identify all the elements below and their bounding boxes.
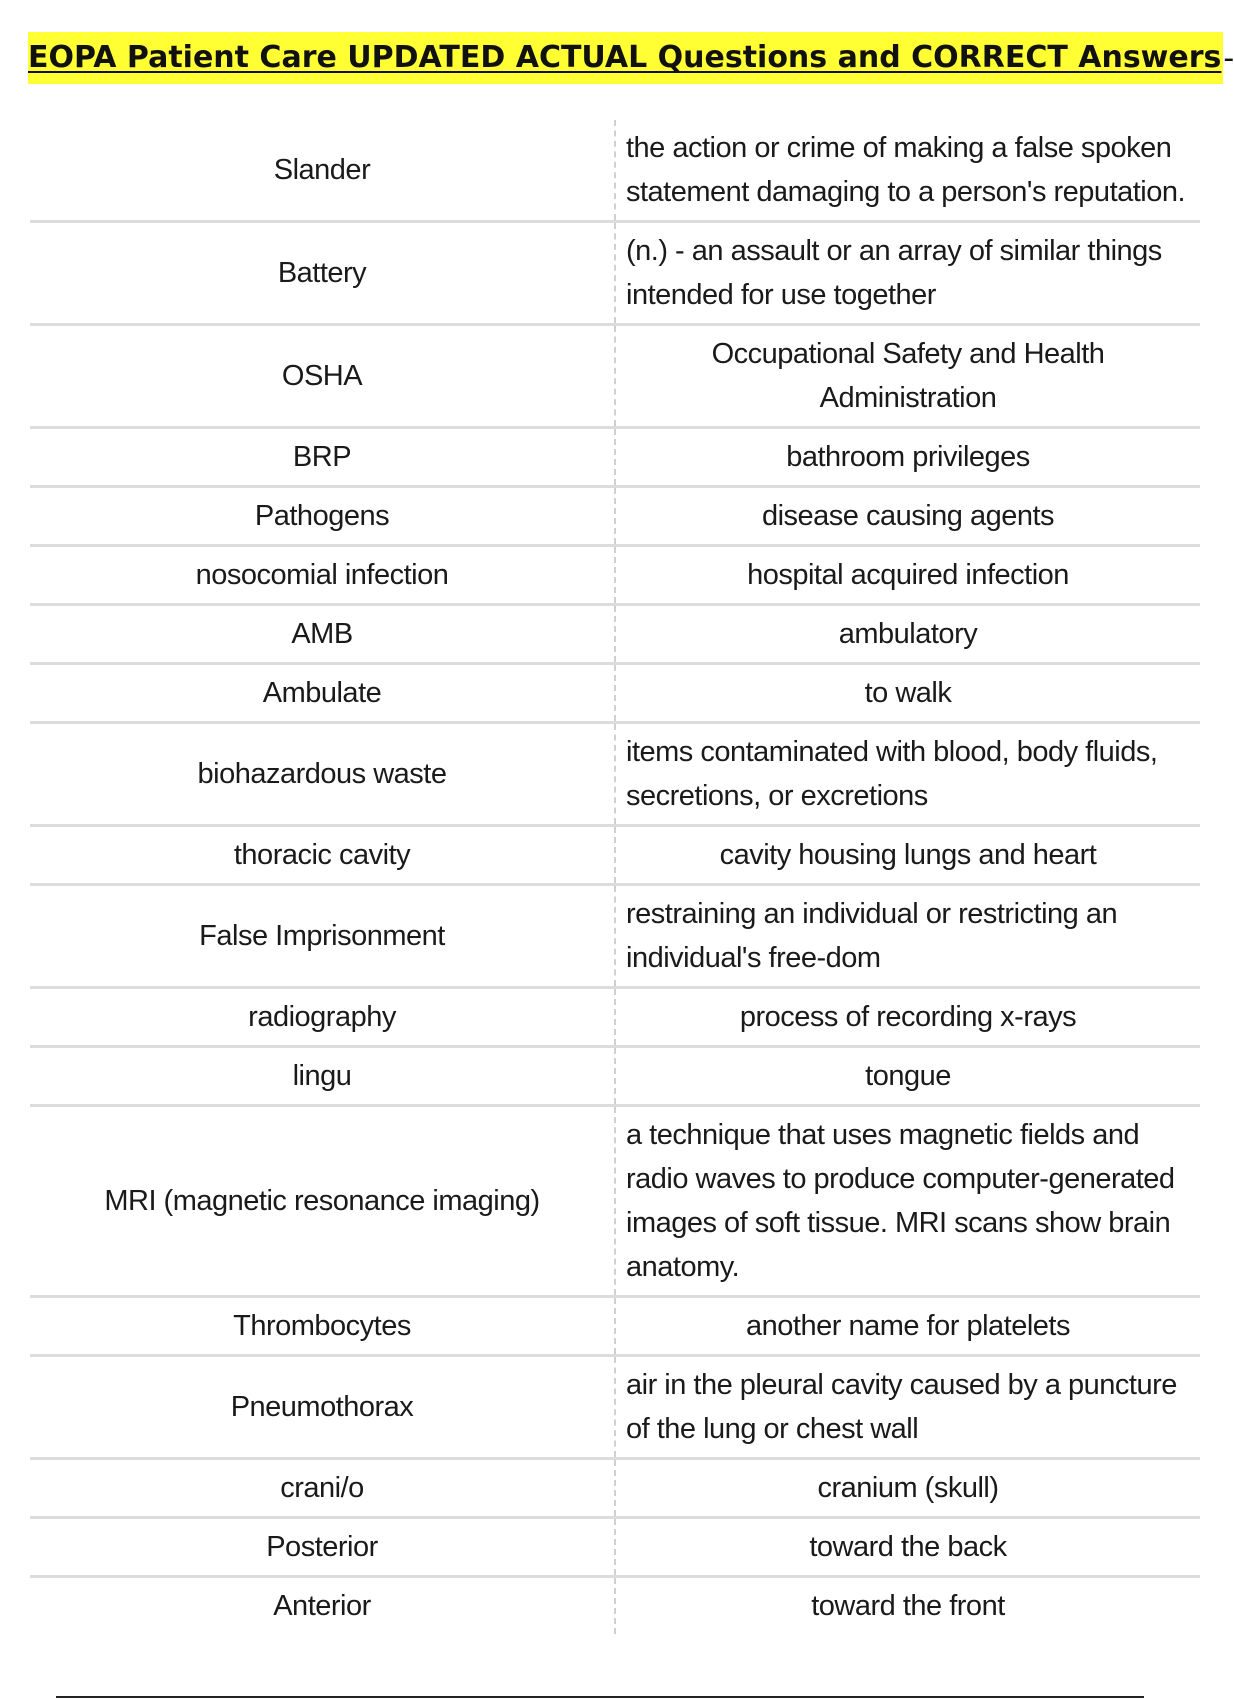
definition-cell: tongue — [615, 1047, 1200, 1106]
table-row — [30, 1297, 1200, 1356]
table-row — [30, 222, 1200, 325]
table-row — [30, 723, 1200, 826]
table-row — [30, 487, 1200, 546]
table-row — [30, 826, 1200, 885]
definition-cell: the action or crime of making a false spoken statement damaging to a person's reputation. — [615, 120, 1200, 222]
definition-cell: a technique that uses magnetic fields and radio waves to produce computer-generated images of soft tissue. MRI scans show brain anatomy. — [615, 1106, 1200, 1297]
definition-cell: items contaminated with blood, body fluids, secretions, or excretions — [615, 723, 1200, 826]
term-cell: Pneumothorax — [30, 1356, 615, 1459]
table-row — [30, 1106, 1200, 1297]
term-cell: Slander — [30, 120, 615, 222]
table-row — [30, 605, 1200, 664]
table-row — [30, 1518, 1200, 1577]
table-row — [30, 428, 1200, 487]
definition-cell: cranium (skull) — [615, 1459, 1200, 1518]
table-row — [30, 1459, 1200, 1518]
table-row — [30, 325, 1200, 428]
term-cell: crani/o — [30, 1459, 615, 1518]
term-cell: nosocomial infection — [30, 546, 615, 605]
term-cell: Anterior — [273, 1590, 371, 1622]
definition-cell: toward the front — [615, 1577, 1200, 1635]
table-row — [30, 988, 1200, 1047]
term-cell: OSHA — [30, 325, 615, 428]
table-row — [30, 885, 1200, 988]
document-title: EOPA Patient Care UPDATED ACTUAL Questions and CORRECT Answers — [28, 32, 1223, 84]
table-row — [30, 546, 1200, 605]
term-cell: AMB — [30, 605, 615, 664]
definition-cell: bathroom privileges — [615, 428, 1200, 487]
definition-cell: Occupational Safety and Health Administration — [615, 325, 1200, 428]
table-row — [30, 1356, 1200, 1459]
term-cell: Ambulate — [30, 664, 615, 723]
qa-table-body — [30, 120, 1200, 1634]
table-row — [30, 1047, 1200, 1106]
definition-cell: (n.) - an assault or an array of similar things intended for use together — [615, 222, 1200, 325]
definition-cell: air in the pleural cavity caused by a puncture of the lung or chest wall — [615, 1356, 1200, 1459]
definition-cell: ambulatory — [615, 605, 1200, 664]
table-row — [30, 1577, 1200, 1635]
definition-cell: process of recording x-rays — [615, 988, 1200, 1047]
definition-cell: to walk — [615, 664, 1200, 723]
term-cell: False Imprisonment — [30, 885, 615, 988]
table-row — [30, 120, 1200, 222]
term-cell: MRI (magnetic resonance imaging) — [30, 1106, 615, 1297]
term-cell: thoracic cavity — [30, 826, 615, 885]
definition-cell: disease causing agents — [615, 487, 1200, 546]
definition-cell: restraining an individual or restricting an individual's free-dom — [615, 885, 1200, 988]
term-cell: Posterior — [30, 1518, 615, 1577]
definition-cell: another name for platelets — [615, 1297, 1200, 1356]
term-cell: lingu — [30, 1047, 615, 1106]
term-cell: radiography — [30, 988, 615, 1047]
term-cell: Pathogens — [30, 487, 615, 546]
term-cell: Battery — [30, 222, 615, 325]
table-row — [30, 664, 1200, 723]
definition-cell: cavity housing lungs and heart — [615, 826, 1200, 885]
term-cell: biohazardous waste — [30, 723, 615, 826]
qa-table — [30, 120, 1200, 1634]
definition-cell: hospital acquired infection — [615, 546, 1200, 605]
term-cell: Thrombocytes — [30, 1297, 615, 1356]
definition-cell: toward the back — [615, 1518, 1200, 1577]
bottom-divider — [56, 1696, 1144, 1698]
document-title-suffix: - — [1223, 40, 1234, 76]
term-cell: BRP — [30, 428, 615, 487]
document-title-wrap — [28, 32, 1234, 84]
